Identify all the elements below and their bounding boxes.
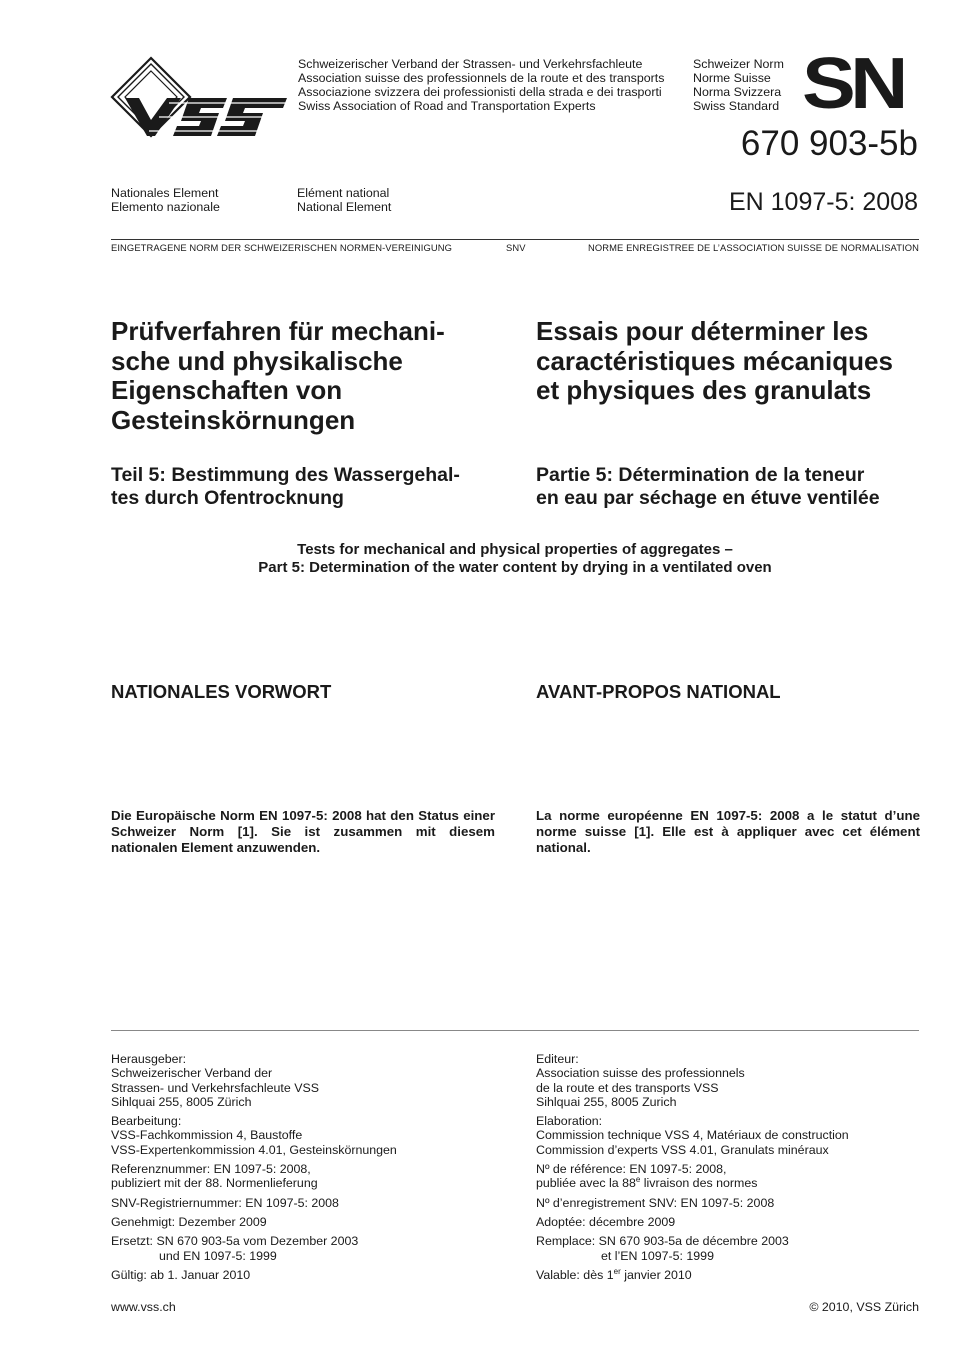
editing-fr — [536, 1114, 849, 1157]
title-de-line: Gesteinskörnungen — [111, 404, 356, 435]
imprint-line: Genehmigt: Dezember 2009 — [111, 1214, 267, 1229]
publisher-fr — [536, 1052, 849, 1109]
registration-snv: SNV — [506, 242, 526, 253]
imprint-text: publiée avec la 88 — [536, 1176, 636, 1191]
publisher-de — [111, 1052, 397, 1109]
norm-type — [693, 57, 784, 113]
national-element-fr-label: Elément national — [297, 186, 390, 200]
imprint-line — [536, 1268, 849, 1282]
subtitle-fr-line: Partie 5: Détermination de la teneur — [536, 464, 865, 486]
imprint-line: Nº d’enregistrement SNV: EN 1097-5: 2008 — [536, 1195, 775, 1210]
imprint-text: Valable: dès 1 — [536, 1267, 614, 1282]
association-name-de: Schweizerischer Verband der Strassen- und Verkehrsfachleute — [298, 57, 643, 71]
association-name-it: Associazione svizzera dei professionisti della strada e dei trasporti — [298, 85, 662, 99]
imprint-line: Nº de référence: EN 1097-5: 2008, — [536, 1162, 727, 1177]
title-fr-line: et physiques des granulats — [536, 375, 872, 405]
foreword-heading-fr: AVANT-PROPOS NATIONAL — [536, 681, 781, 702]
national-element-de-label: Nationales Element — [111, 186, 219, 200]
imprint-line: Bearbeitung: — [111, 1114, 182, 1129]
imprint-line: Herausgeber: — [111, 1052, 187, 1066]
national-element-en-label: National Element — [297, 200, 392, 214]
title-fr-line: Essais pour déterminer les — [536, 316, 869, 346]
association-name-fr: Association suisse des professionnels de la route et des transports — [298, 71, 665, 85]
national-element-it-label: Elemento nazionale — [111, 200, 220, 214]
approved-de — [111, 1215, 397, 1229]
imprint-line: Strassen- und Verkehrsfachleute VSS — [111, 1080, 320, 1095]
reference-de — [111, 1162, 397, 1191]
imprint-line: Commission d’experts VSS 4.01, Granulats minéraux — [536, 1142, 829, 1157]
imprint-line: Commission technique VSS 4, Matériaux de construction — [536, 1128, 849, 1143]
registration-de: EINGETRAGENE NORM DER SCHWEIZERISCHEN NORMEN-VEREINIGUNG — [111, 242, 453, 253]
replaces-de — [111, 1234, 397, 1263]
imprint-line: Schweizerischer Verband der — [111, 1066, 273, 1081]
association-name-en: Swiss Association of Road and Transportation Experts — [298, 99, 596, 113]
imprint-line: Adoptée: décembre 2009 — [536, 1214, 676, 1229]
reference-fr — [536, 1162, 849, 1191]
national-element-de — [111, 186, 220, 214]
imprint-line: Ersetzt: SN 670 903-5a vom Dezember 2003 — [111, 1234, 359, 1249]
subtitle-de — [111, 464, 460, 510]
subtitle-de-line: tes durch Ofentrocknung — [111, 487, 344, 509]
imprint-line: VSS-Fachkommission 4, Baustoffe — [111, 1128, 303, 1143]
subtitle-fr-line: en eau par séchage en étuve ventilée — [536, 487, 880, 509]
imprint-line: de la route et des transports VSS — [536, 1080, 719, 1095]
imprint-line — [536, 1176, 849, 1190]
valid-de — [111, 1268, 397, 1282]
title-en — [111, 541, 919, 577]
superscript: er — [613, 1266, 621, 1276]
imprint-fr — [536, 1052, 849, 1287]
imprint-line: Remplace: SN 670 903-5a de décembre 2003 — [536, 1234, 789, 1249]
registration-number-fr — [536, 1196, 849, 1210]
imprint-line: Editeur: — [536, 1052, 579, 1066]
en-number: EN 1097-5: 2008 — [728, 188, 918, 216]
registration-fr: NORME ENREGISTREE DE L’ASSOCIATION SUISSE DE NORMALISATION — [587, 242, 919, 253]
subtitle-de-line: Teil 5: Bestimmung des Wassergehal- — [111, 464, 460, 486]
registration-number-de — [111, 1196, 397, 1210]
sn-logo: SN — [802, 44, 903, 124]
norm-type-it: Norma Svizzera — [693, 85, 782, 99]
title-de-line: Eigenschaften von — [111, 375, 343, 405]
standard-number: 670 903-5b — [740, 124, 918, 163]
imprint-line: Gültig: ab 1. Januar 2010 — [111, 1267, 251, 1282]
imprint-line: Elaboration: — [536, 1114, 603, 1129]
title-fr — [536, 317, 893, 406]
imprint-line: SNV-Registriernummer: EN 1097-5: 2008 — [111, 1195, 339, 1210]
imprint-line: Association suisse des professionnels — [536, 1066, 745, 1081]
foreword-text-de: Die Europäische Norm EN 1097-5: 2008 hat den Status einer Schweizer Norm [1]. Sie ist zusammen mit diesem nationalen Element anzuwenden. — [111, 808, 495, 855]
association-names — [298, 57, 664, 113]
imprint-line: publiziert mit der 88. Normenlieferung — [111, 1176, 318, 1191]
imprint-line: und EN 1097-5: 1999 — [159, 1248, 277, 1263]
norm-type-de: Schweizer Norm — [693, 57, 784, 71]
header-divider — [111, 239, 919, 240]
title-de-line: sche und physikalische — [111, 345, 403, 376]
valid-fr — [536, 1268, 849, 1282]
imprint-text: janvier 2010 — [620, 1267, 692, 1282]
vss-logo — [109, 56, 289, 140]
title-en-line: Tests for mechanical and physical properties of aggregates – — [297, 541, 733, 558]
norm-type-fr: Norme Suisse — [693, 71, 771, 85]
imprint-line: VSS-Expertenkommission 4.01, Gesteinskörnungen — [111, 1142, 397, 1157]
title-de-line: Prüfverfahren für mechani- — [111, 316, 445, 346]
foreword-text-fr: La norme européenne EN 1097-5: 2008 a le statut d’une norme suisse [1]. Elle est à appliquer avec cet élément national. — [536, 808, 920, 855]
title-fr-line: caractéristiques mécaniques — [536, 345, 893, 376]
approved-fr — [536, 1215, 849, 1229]
title-de — [111, 317, 445, 435]
subtitle-fr — [536, 464, 880, 510]
norm-type-en: Swiss Standard — [693, 99, 780, 113]
foreword-heading-de: NATIONALES VORWORT — [111, 681, 332, 702]
imprint-text: livraison des normes — [640, 1176, 758, 1191]
imprint-divider — [111, 1030, 919, 1031]
website-link[interactable]: www.vss.ch — [111, 1300, 176, 1314]
replaces-fr — [536, 1234, 849, 1263]
imprint-de — [111, 1052, 397, 1287]
national-element-fr — [297, 186, 391, 214]
imprint-line: et l’EN 1097-5: 1999 — [601, 1248, 714, 1263]
copyright: © 2010, VSS Zürich — [809, 1300, 919, 1314]
superscript: e — [635, 1175, 641, 1185]
imprint-line: Sihlquai 255, 8005 Zurich — [536, 1094, 677, 1109]
imprint-line: Sihlquai 255, 8005 Zürich — [111, 1094, 252, 1109]
imprint-line: Referenznummer: EN 1097-5: 2008, — [111, 1162, 311, 1177]
editing-de — [111, 1114, 397, 1157]
title-en-line: Part 5: Determination of the water content by drying in a ventilated oven — [258, 559, 772, 576]
